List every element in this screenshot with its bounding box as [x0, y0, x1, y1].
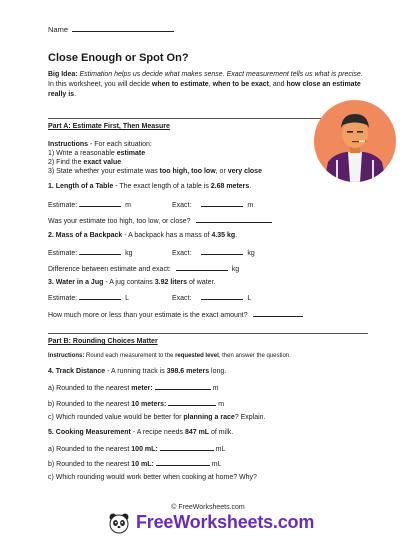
q5-title: 5. Cooking Measurement	[48, 429, 131, 436]
q2-title: 2. Mass of a Backpack	[48, 232, 123, 239]
footer-copyright: © FreeWorksheets.com	[171, 504, 245, 511]
part-a-heading: Part A: Estimate First, Then Measure	[48, 123, 170, 130]
big-idea-label: Big Idea:	[48, 71, 78, 78]
big-idea-text-1: In this worksheet, you will decide	[48, 81, 152, 88]
divider-b	[48, 333, 368, 334]
q5-value: 847 mL	[184, 429, 210, 436]
q2-exact-field[interactable]	[201, 247, 243, 255]
step-1	[48, 149, 145, 158]
q5b	[48, 458, 221, 469]
part-b-heading: Part B: Rounding Choices Matter	[48, 338, 158, 345]
big-idea-bold-2: when to be exact	[212, 81, 269, 88]
part-b-instructions	[48, 352, 291, 361]
q1-desc: - The exact length of a table is	[113, 183, 211, 190]
q2-end: .	[235, 232, 238, 239]
q1-estimate-unit: m	[125, 202, 131, 209]
question-1	[48, 182, 251, 191]
q3-estimate-unit: L	[125, 295, 129, 302]
q2-estimate-field[interactable]	[79, 247, 121, 255]
instructions-tail: - For each situation:	[88, 141, 152, 148]
q3-estimate-field[interactable]	[79, 292, 121, 300]
part-b-instructions-label: Instructions:	[48, 353, 85, 359]
step-3	[48, 167, 262, 176]
step-2	[48, 158, 121, 167]
name-row	[48, 24, 174, 34]
q3-followup-text: How much more or less than your estimate is the exact amount?	[48, 312, 248, 319]
step-1-text: 1) Write a reasonable	[48, 150, 117, 157]
q5a-field[interactable]	[160, 443, 214, 451]
q5-end: of milk.	[209, 429, 234, 436]
character-illustration	[314, 100, 396, 182]
q4b-field[interactable]	[168, 398, 216, 406]
q2-followup	[48, 263, 239, 274]
character-illustration-icon	[314, 100, 396, 182]
q1-estimate-field[interactable]	[79, 199, 121, 207]
q3-followup	[48, 309, 303, 320]
q4a-text: a) Rounded to the nearest	[48, 385, 132, 392]
q1-followup-text: Was your estimate too high, too low, or close?	[48, 218, 191, 225]
step-3-bold-2: very close	[227, 168, 262, 175]
panda-logo	[108, 512, 130, 534]
q2-estimate-row	[48, 247, 133, 258]
step-2-bold: exact value	[83, 159, 122, 166]
question-2	[48, 231, 237, 240]
q1-exact-unit: m	[247, 202, 254, 209]
q4-desc: - A running track is	[105, 368, 167, 375]
question-4	[48, 367, 226, 376]
q4c-end: ? Explain.	[234, 414, 266, 421]
q2-followup-unit: kg	[231, 266, 240, 273]
big-idea-bold-3: how close an estimate really is	[48, 81, 361, 98]
q2-exact-label: Exact:	[172, 250, 192, 257]
q1-exact-field[interactable]	[201, 199, 243, 207]
q5a-bold: 100 mL:	[131, 446, 158, 453]
q5a	[48, 443, 225, 454]
q1-exact-row	[172, 199, 253, 210]
footer-brand[interactable]: FreeWorksheets.com	[136, 512, 315, 532]
big-idea-text-3: , and	[268, 81, 287, 88]
big-idea	[48, 70, 368, 100]
q1-end: .	[249, 183, 252, 190]
q4a-bold: meter:	[131, 385, 153, 392]
q3-estimate-row	[48, 292, 129, 303]
q3-exact-unit: L	[247, 295, 252, 302]
q4b-bold: 10 meters:	[131, 401, 167, 408]
q2-exact-unit: kg	[247, 250, 255, 257]
panda-icon	[108, 512, 130, 534]
step-3-bold: too high, too low	[159, 168, 216, 175]
q3-exact-field[interactable]	[201, 292, 243, 300]
q5c	[48, 473, 257, 482]
q1-followup	[48, 215, 272, 226]
q1-exact-label: Exact:	[172, 202, 192, 209]
instructions-label: Instructions	[48, 141, 89, 148]
q5a-unit: mL	[215, 446, 226, 453]
part-b-instructions-text: Round each measurement to the	[84, 353, 176, 359]
q2-followup-field[interactable]	[176, 263, 228, 271]
q5b-text: b) Rounded to the nearest	[48, 461, 132, 468]
step-3-text: 3) State whether your estimate was	[48, 168, 160, 175]
q2-estimate-unit: kg	[125, 250, 133, 257]
q3-value: 3.92 liters	[154, 279, 188, 286]
q3-followup-field[interactable]	[253, 309, 303, 317]
q5-desc: - A recipe needs	[130, 429, 185, 436]
q3-estimate-label: Estimate:	[48, 295, 78, 302]
name-field[interactable]	[72, 24, 174, 32]
q4b-text: b) Rounded to the nearest	[48, 401, 132, 408]
part-b-instructions-end: , then answer the question.	[218, 353, 291, 359]
q1-value: 2.68 meters	[210, 183, 250, 190]
q3-exact-row	[172, 292, 251, 303]
q3-exact-label: Exact:	[172, 295, 192, 302]
step-2-text: 2) Find the	[48, 159, 84, 166]
q1-estimate-label: Estimate:	[48, 202, 78, 209]
q2-value: 4.35 kg	[211, 232, 236, 239]
name-label: Name	[48, 25, 69, 34]
q4a-field[interactable]	[155, 382, 211, 390]
big-idea-text-4: .	[74, 91, 77, 98]
big-idea-italic: Estimation helps us decide what makes sense. Exact measurement tells us what is precise.	[79, 71, 363, 78]
q4-end: long.	[209, 368, 227, 375]
q4a-unit: m	[212, 385, 219, 392]
q2-exact-row	[172, 247, 255, 258]
big-idea-bold-1: when to estimate	[151, 81, 209, 88]
part-b-instructions-bold: requested level	[175, 353, 219, 359]
q3-title: 3. Water in a Jug	[48, 279, 104, 286]
q4-title: 4. Track Distance	[48, 368, 106, 375]
q5a-text: a) Rounded to the nearest	[48, 446, 132, 453]
q5b-unit: mL	[211, 461, 222, 468]
question-5	[48, 428, 233, 437]
q4-value: 398.6 meters	[166, 368, 210, 375]
q3-desc: - A jug contains	[103, 279, 155, 286]
q4c	[48, 413, 266, 422]
q4b-unit: m	[218, 401, 225, 408]
q2-desc: - A backpack has a mass of	[122, 232, 212, 239]
q5b-field[interactable]	[156, 458, 210, 466]
q1-estimate-row	[48, 199, 131, 210]
q5b-bold: 10 mL:	[131, 461, 154, 468]
step-1-bold: estimate	[116, 150, 146, 157]
q5c-text: c) Which rounding would work better when cooking at home? Why?	[48, 474, 257, 481]
q2-estimate-label: Estimate:	[48, 250, 78, 257]
q1-title: 1. Length of a Table	[48, 183, 114, 190]
big-idea-text-2: ,	[208, 81, 213, 88]
q4b	[48, 398, 224, 409]
q2-followup-text: Difference between estimate and exact:	[48, 266, 171, 273]
q4a	[48, 382, 218, 393]
part-a-instructions	[48, 140, 152, 149]
q3-end: of water.	[187, 279, 216, 286]
q4c-text: c) Which rounded value would be better for	[48, 414, 184, 421]
q1-followup-field[interactable]	[196, 215, 272, 223]
step-3-post: , or	[215, 168, 228, 175]
question-3	[48, 278, 215, 287]
q4c-bold: planning a race	[183, 414, 235, 421]
page-title: Close Enough or Spot On?	[48, 52, 189, 64]
